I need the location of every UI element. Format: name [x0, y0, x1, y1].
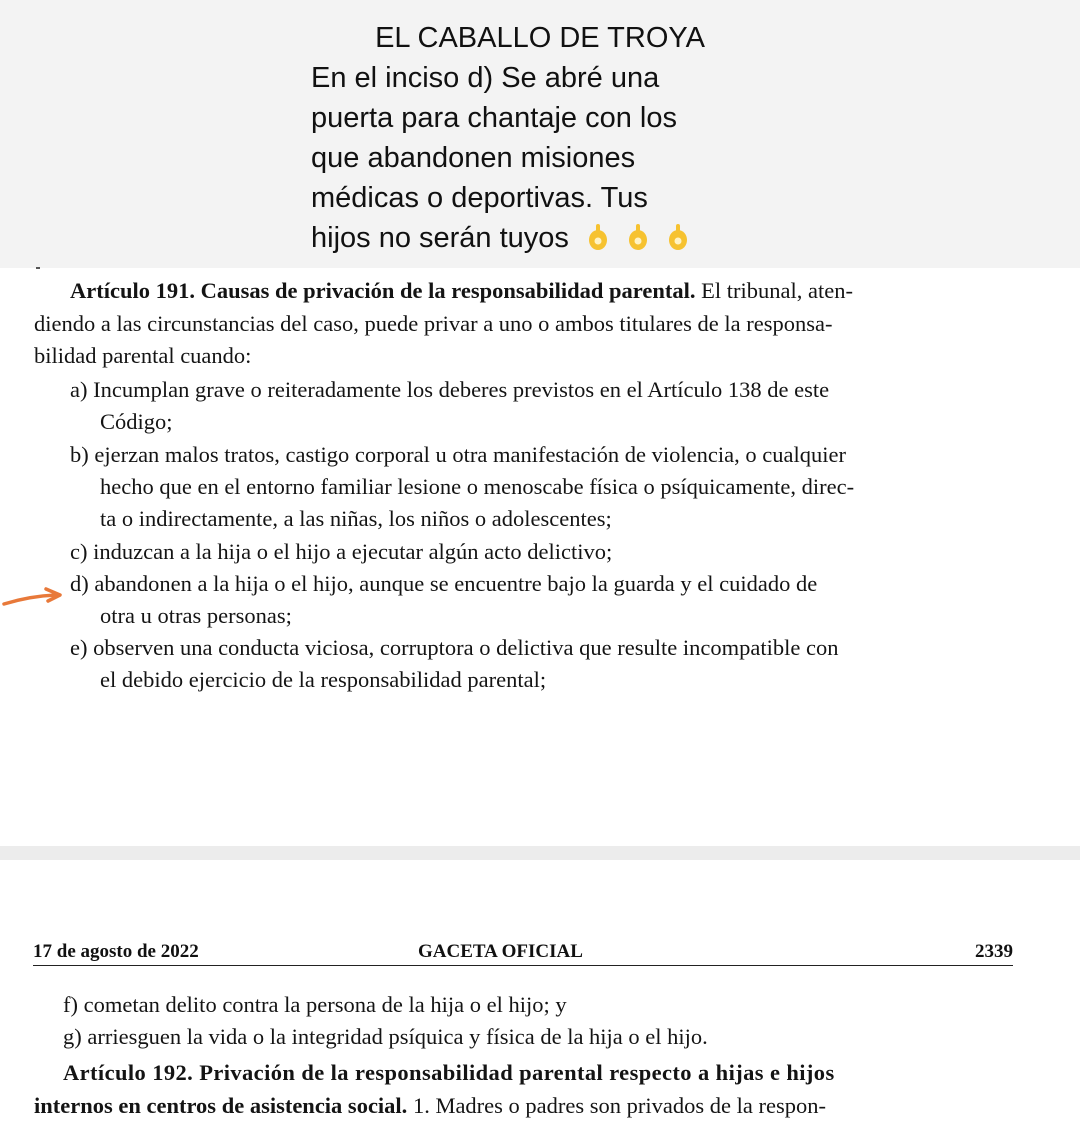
item-g: g) arriesguen la vida o la integridad psíquica y física de la hija o el hijo. — [63, 1024, 708, 1049]
caption-line: médicas o deportivas. Tus — [311, 182, 648, 214]
caption-line: que abandonen misiones — [311, 142, 636, 174]
article-191-intro-line: bilidad parental cuando: — [34, 343, 252, 368]
caption-panel — [0, 0, 1080, 268]
header-date: 17 de agosto de 2022 — [33, 941, 199, 962]
article-192-text: 1. Madres o padres son privados de la respon- — [407, 1093, 826, 1118]
caption-line: puerta para chantaje con los — [311, 102, 677, 134]
gazette-header — [33, 941, 1013, 966]
article-192-line — [34, 1090, 826, 1122]
arrow-icon — [0, 584, 72, 610]
page-separator — [0, 846, 1080, 860]
article-191-intro-line: diendo a las circunstancias del caso, puede privar a uno o ambos titulares de la responsa- — [34, 311, 833, 336]
ok-hand-icon — [667, 223, 689, 251]
caption-line-last — [311, 218, 689, 258]
item-b-cont: hecho que en el entorno familiar lesione o menoscabe física o psíquicamente, direc- — [100, 474, 855, 499]
caption-line: En el inciso d) Se abré una — [311, 62, 660, 94]
item-b-cont: ta o indirectamente, a las niñas, los niños o adolescentes; — [100, 506, 612, 531]
item-f: f) cometan delito contra la persona de la hija o el hijo; y — [63, 992, 567, 1017]
article-191-heading: Artículo 191. Causas de privación de la responsabilidad parental. — [70, 278, 696, 303]
item-e-cont: el debido ejercicio de la responsabilidad parental; — [100, 667, 547, 692]
article-192-heading: Artículo 192. Privación de la responsabilidad parental respecto a hijas e hijos — [63, 1060, 835, 1085]
article-191-intro: El tribunal, aten- — [695, 278, 853, 303]
item-d-cont: otra u otras personas; — [100, 603, 292, 628]
item-b: b) ejerzan malos tratos, castigo corporal u otra manifestación de violencia, o cualquier — [70, 442, 846, 467]
item-d: d) abandonen a la hija o el hijo, aunque se encuentre bajo la guarda y el cuidado de — [70, 571, 818, 596]
header-page-number: 2339 — [975, 941, 1013, 962]
item-e: e) observen una conducta viciosa, corruptora o delictiva que resulte incompatible con — [70, 635, 839, 660]
header-publication: GACETA OFICIAL — [418, 941, 583, 962]
caption-line: hijos no serán tuyos — [311, 222, 569, 254]
article-192-heading-cont: internos en centros de asistencia social. — [34, 1093, 408, 1118]
item-a: a) Incumplan grave o reiteradamente los deberes previstos en el Artículo 138 de este — [70, 377, 830, 402]
ok-hand-icon — [587, 223, 609, 251]
scan-mark — [36, 267, 40, 269]
item-a-cont: Código; — [100, 409, 173, 434]
item-c: c) induzcan a la hija o el hijo a ejecutar algún acto delictivo; — [70, 539, 613, 564]
article-191-first-line — [70, 275, 853, 307]
caption-title: EL CABALLO DE TROYA — [375, 22, 705, 54]
ok-hand-icon — [627, 223, 649, 251]
